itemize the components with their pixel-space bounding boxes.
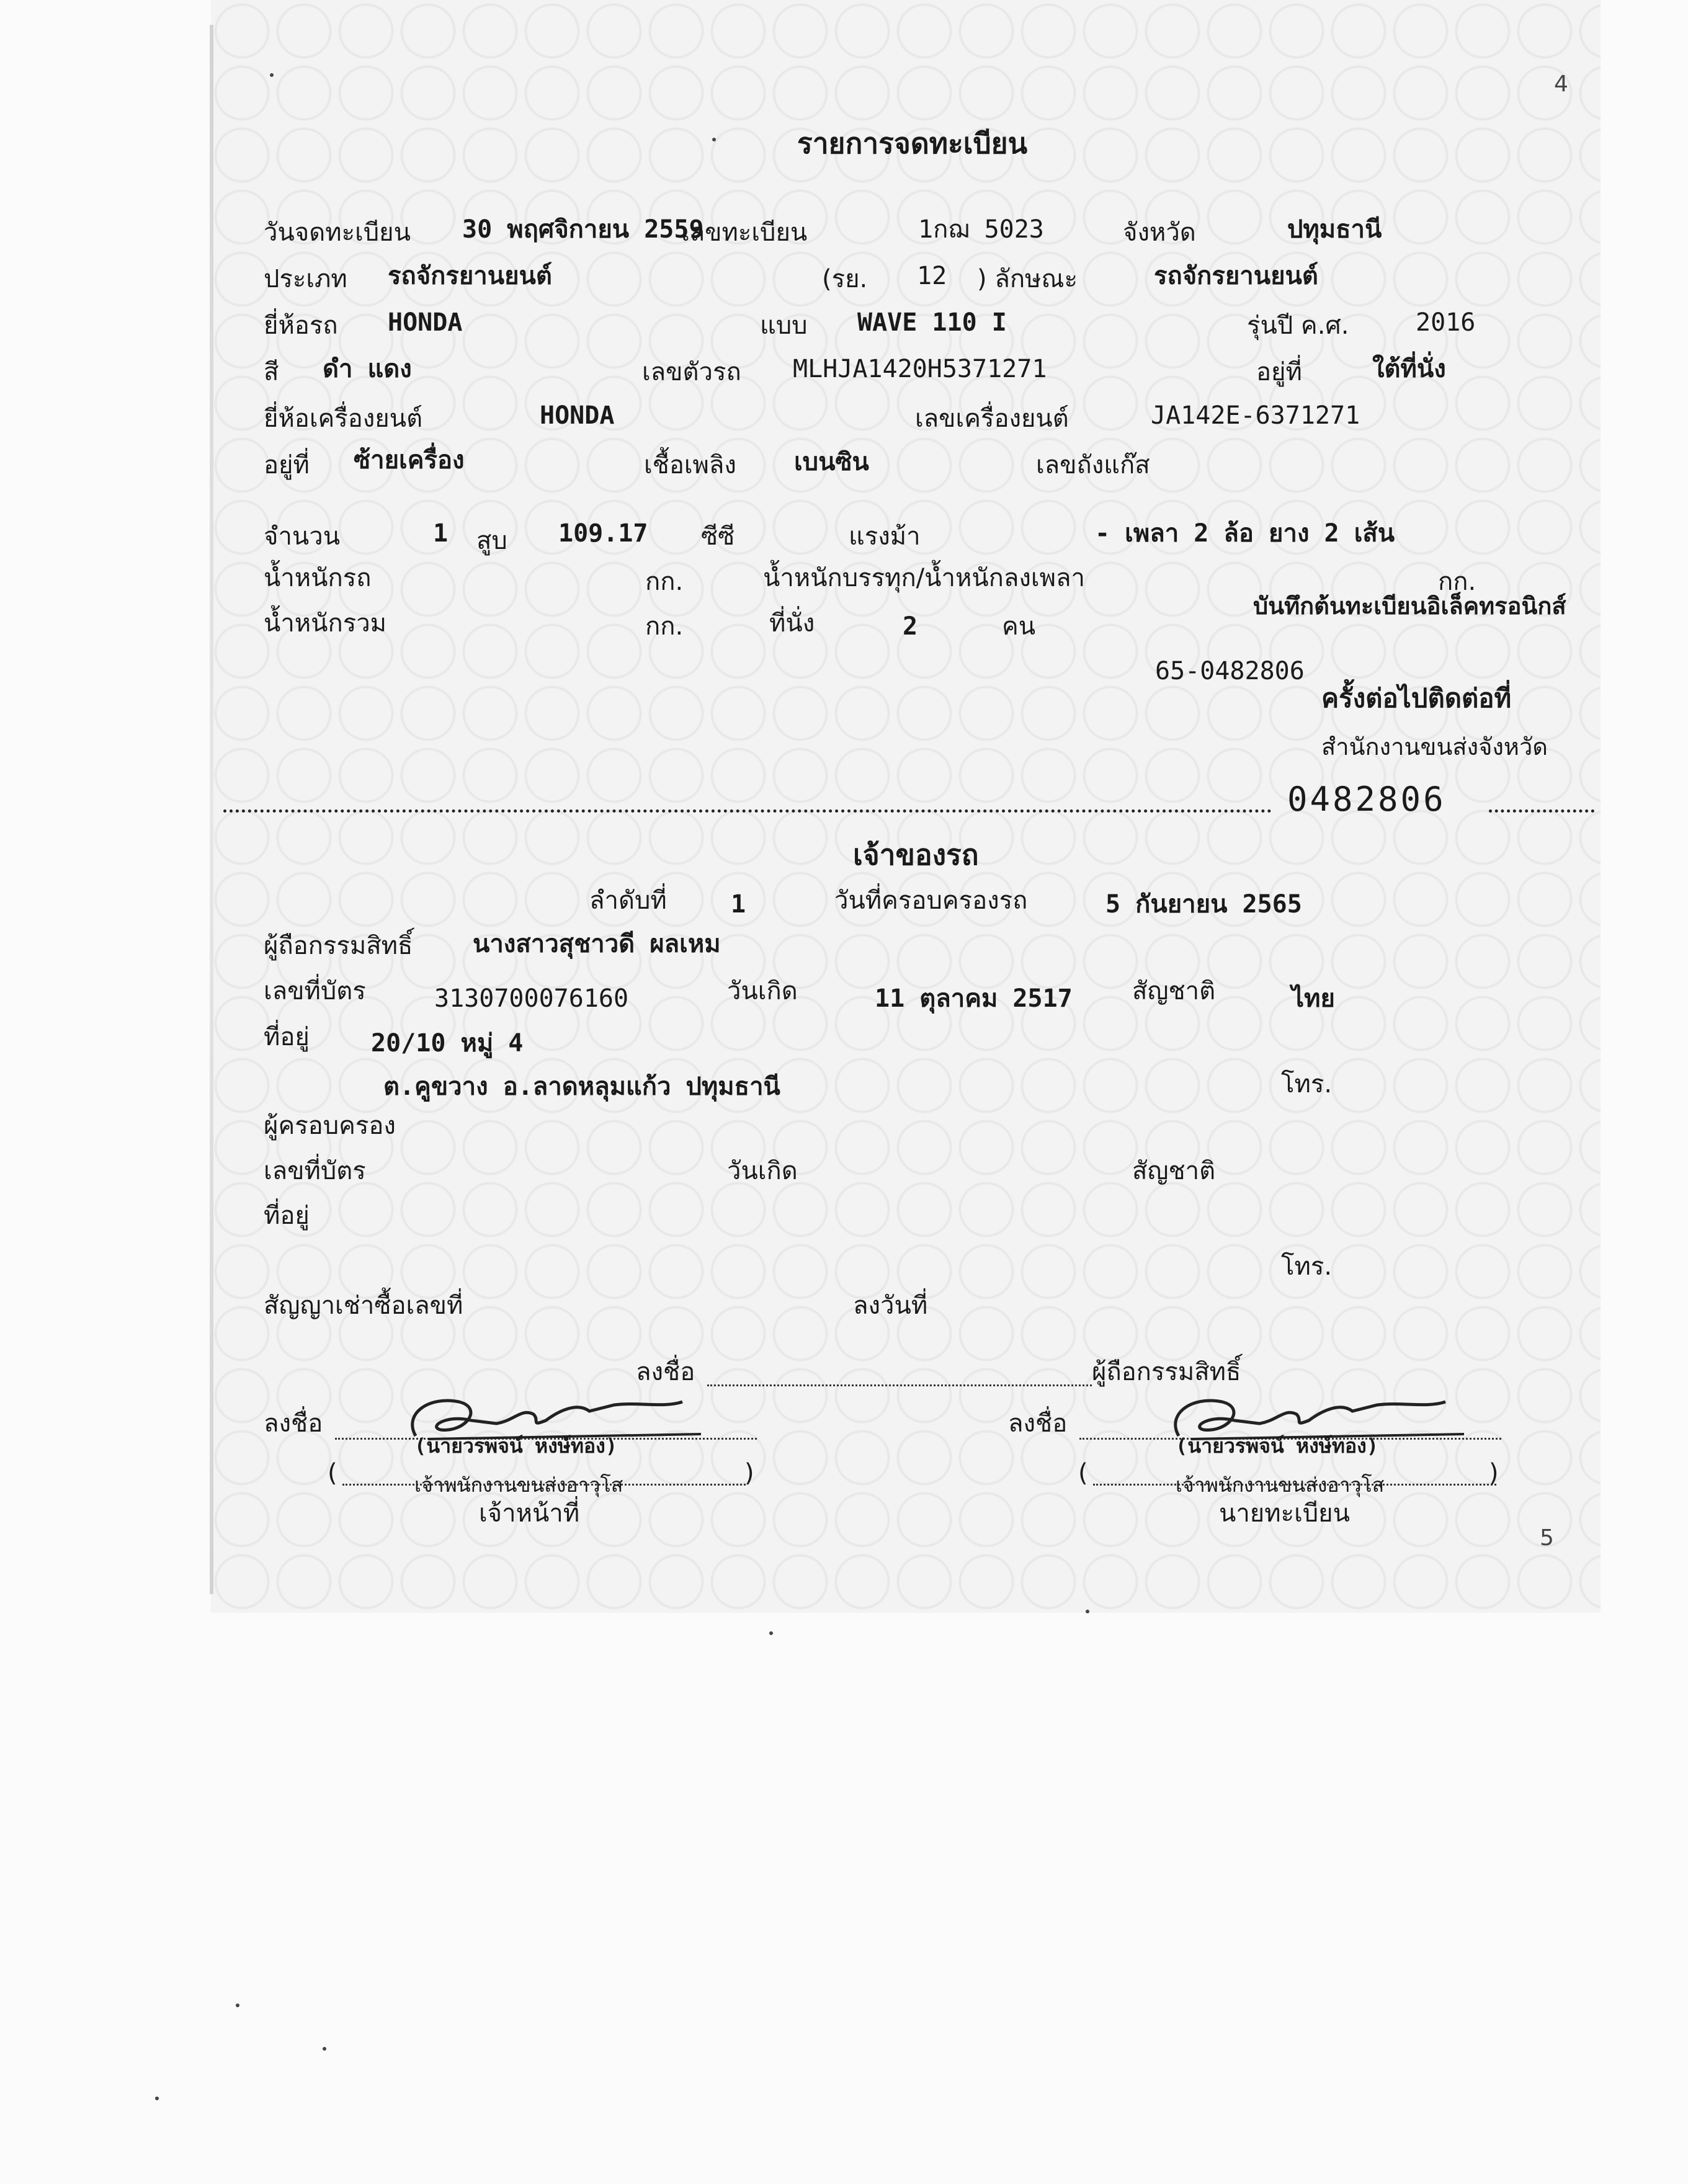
scan-edge	[210, 25, 213, 1594]
possession-date-label: วันที่ครอบครองรถ	[834, 886, 1028, 915]
cylinder-count: 1	[433, 519, 449, 548]
transport-office-label: สำนักงานขนส่งจังหวัด	[1321, 733, 1548, 760]
engine-location-label: อยู่ที่	[264, 451, 310, 479]
possessor-nationality-label: สัญชาติ	[1132, 1157, 1216, 1185]
separator-dotted-line-right	[1489, 809, 1594, 813]
brand-label: ยี่ห้อรถ	[264, 311, 338, 340]
reg-date-label: วันจดทะเบียน	[264, 218, 411, 247]
total-weight-label: น้ำหนักรวม	[264, 609, 387, 638]
engine-brand-value: HONDA	[540, 401, 615, 430]
class-number: 12	[917, 262, 947, 290]
possessor-id-label: เลขที่บัตร	[264, 1157, 366, 1185]
chassis-location-value: ใต้ที่นั่ง	[1372, 355, 1446, 383]
registrar-close-paren: )	[1489, 1459, 1499, 1487]
year-label: รุ่นปี ค.ศ.	[1247, 311, 1349, 340]
stamp-number: 0482806	[1287, 780, 1446, 819]
officer-close-paren: )	[744, 1459, 754, 1487]
possessor-label: ผู้ครอบครอง	[264, 1112, 396, 1140]
province-label: จังหวัด	[1123, 218, 1196, 247]
weight-unit: กก.	[645, 568, 684, 596]
registrar-open-paren: (	[1078, 1459, 1088, 1487]
holder-sign-label: ลงชื่อ	[636, 1358, 695, 1386]
reg-date-value: 30 พฤศจิกายน 2559	[462, 215, 704, 244]
possessor-birthdate-label: วันเกิด	[727, 1157, 798, 1185]
officer-sign-label: ลงชื่อ	[264, 1409, 323, 1438]
sign-date-label: ลงวันที่	[853, 1291, 928, 1320]
officer-role: เจ้าหน้าที่	[479, 1499, 580, 1528]
possessor-address-label: ที่อยู่	[264, 1201, 310, 1230]
nationality-label: สัญชาติ	[1132, 977, 1216, 1005]
type-label: ประเภท	[264, 265, 347, 293]
e-registration-number: 65-0482806	[1155, 657, 1305, 685]
birthdate-value: 11 ตุลาคม 2517	[875, 984, 1073, 1013]
address-line-1: 20/10 หมู่ 4	[371, 1029, 524, 1058]
cc-value: 109.17	[558, 519, 648, 548]
scan-speck	[712, 138, 716, 141]
possession-date-value: 5 กันยายน 2565	[1105, 890, 1302, 919]
id-card-value: 3130700076160	[434, 984, 629, 1013]
color-value: ดำ แดง	[323, 355, 412, 383]
model-value: WAVE 110 I	[857, 308, 1007, 337]
scan-speck	[270, 73, 274, 77]
possessor-phone-label: โทร.	[1281, 1252, 1333, 1281]
total-weight-unit: กก.	[645, 612, 684, 641]
seats-unit: คน	[1002, 612, 1036, 641]
page-title: รายการจดทะเบียน	[797, 127, 1028, 160]
chassis-label: เลขตัวรถ	[642, 358, 741, 386]
lease-contract-label: สัญญาเช่าซื้อเลขที่	[264, 1291, 463, 1320]
id-card-label: เลขที่บัตร	[264, 977, 366, 1005]
registrar-name: (นายวรพจน์ หงษ์ทอง)	[1176, 1434, 1379, 1458]
reg-no-label: เลขทะเบียน	[681, 218, 808, 247]
scan-speck	[155, 2097, 159, 2100]
registrar-role: นายทะเบียน	[1219, 1499, 1350, 1528]
scan-speck	[323, 2047, 326, 2051]
next-contact-label: ครั้งต่อไปติดต่อที่	[1321, 683, 1512, 713]
vehicle-weight-label: น้ำหนักรถ	[264, 564, 372, 592]
page-number-top: 4	[1554, 71, 1568, 97]
phone-label: โทร.	[1281, 1070, 1333, 1099]
fuel-label: เชื้อเพลิง	[644, 451, 736, 479]
type-value: รถจักรยานยนต์	[388, 262, 552, 290]
nationality-value: ไทย	[1292, 984, 1335, 1013]
page-number-bottom: 5	[1540, 1525, 1554, 1551]
holder-sign-line	[707, 1384, 1092, 1386]
scan-speck	[1086, 1610, 1089, 1613]
style-value: รถจักรยานยนต์	[1154, 262, 1318, 290]
holder-sign-role: ผู้ถือกรรมสิทธิ์	[1092, 1358, 1241, 1386]
scan-speck	[769, 1631, 773, 1635]
birthdate-label: วันเกิด	[727, 977, 798, 1005]
fuel-value: เบนซิน	[794, 448, 869, 476]
registrar-position: เจ้าพนักงานขนส่งอาวุโส	[1176, 1473, 1385, 1497]
registrar-sign-label: ลงชื่อ	[1008, 1409, 1068, 1438]
province-value: ปทุมธานี	[1287, 215, 1382, 244]
cylinder-unit: สูบ	[476, 527, 507, 555]
color-label: สี	[264, 358, 279, 386]
horsepower-label: แรงม้า	[849, 522, 921, 551]
e-registration-label: บันทึกต้นทะเบียนอิเล็คทรอนิกส์	[1253, 592, 1566, 620]
brand-value: HONDA	[388, 308, 463, 337]
officer-open-paren: (	[328, 1459, 337, 1487]
seats-value: 2	[903, 612, 918, 641]
order-value: 1	[731, 890, 746, 919]
scan-speck	[236, 2003, 239, 2007]
seats-label: ที่นั่ง	[769, 609, 815, 638]
load-weight-unit: กก.	[1438, 568, 1476, 596]
officer-position: เจ้าพนักงานขนส่งอาวุโส	[414, 1473, 623, 1497]
chassis-location-label: อยู่ที่	[1256, 358, 1302, 386]
model-label: แบบ	[760, 311, 808, 340]
quantity-label: จำนวน	[264, 522, 341, 551]
engine-location-value: ซ้ายเครื่อง	[354, 446, 465, 475]
chassis-value: MLHJA1420H5371271	[793, 355, 1047, 383]
address-label: ที่อยู่	[264, 1023, 310, 1051]
axle-info: - เพลา 2 ล้อ ยาง 2 เส้น	[1095, 519, 1395, 548]
class-label: (รย.	[822, 265, 868, 293]
year-value: 2016	[1416, 308, 1476, 337]
separator-dotted-line	[223, 809, 1272, 813]
order-label: ลำดับที่	[589, 886, 667, 915]
engine-no-label: เลขเครื่องยนต์	[915, 404, 1069, 433]
engine-no-value: JA142E-6371271	[1151, 401, 1360, 430]
holder-name: นางสาวสุชาวดี ผลเหม	[473, 930, 721, 958]
reg-no-value: 1กฌ 5023	[918, 215, 1044, 244]
address-line-2: ต.คูขวาง อ.ลาดหลุมแก้ว ปทุมธานี	[383, 1072, 780, 1101]
engine-brand-label: ยี่ห้อเครื่องยนต์	[264, 404, 423, 433]
owner-section-title: เจ้าของรถ	[853, 838, 979, 871]
cc-unit: ซีซี	[701, 522, 735, 551]
officer-name: (นายวรพจน์ หงษ์ทอง)	[414, 1434, 618, 1458]
gas-tank-label: เลขถังแก๊ส	[1036, 451, 1150, 479]
load-weight-label: น้ำหนักบรรทุก/น้ำหนักลงเพลา	[763, 564, 1085, 592]
holder-label: ผู้ถือกรรมสิทธิ์	[264, 932, 413, 960]
style-label: ) ลักษณะ	[977, 265, 1078, 293]
